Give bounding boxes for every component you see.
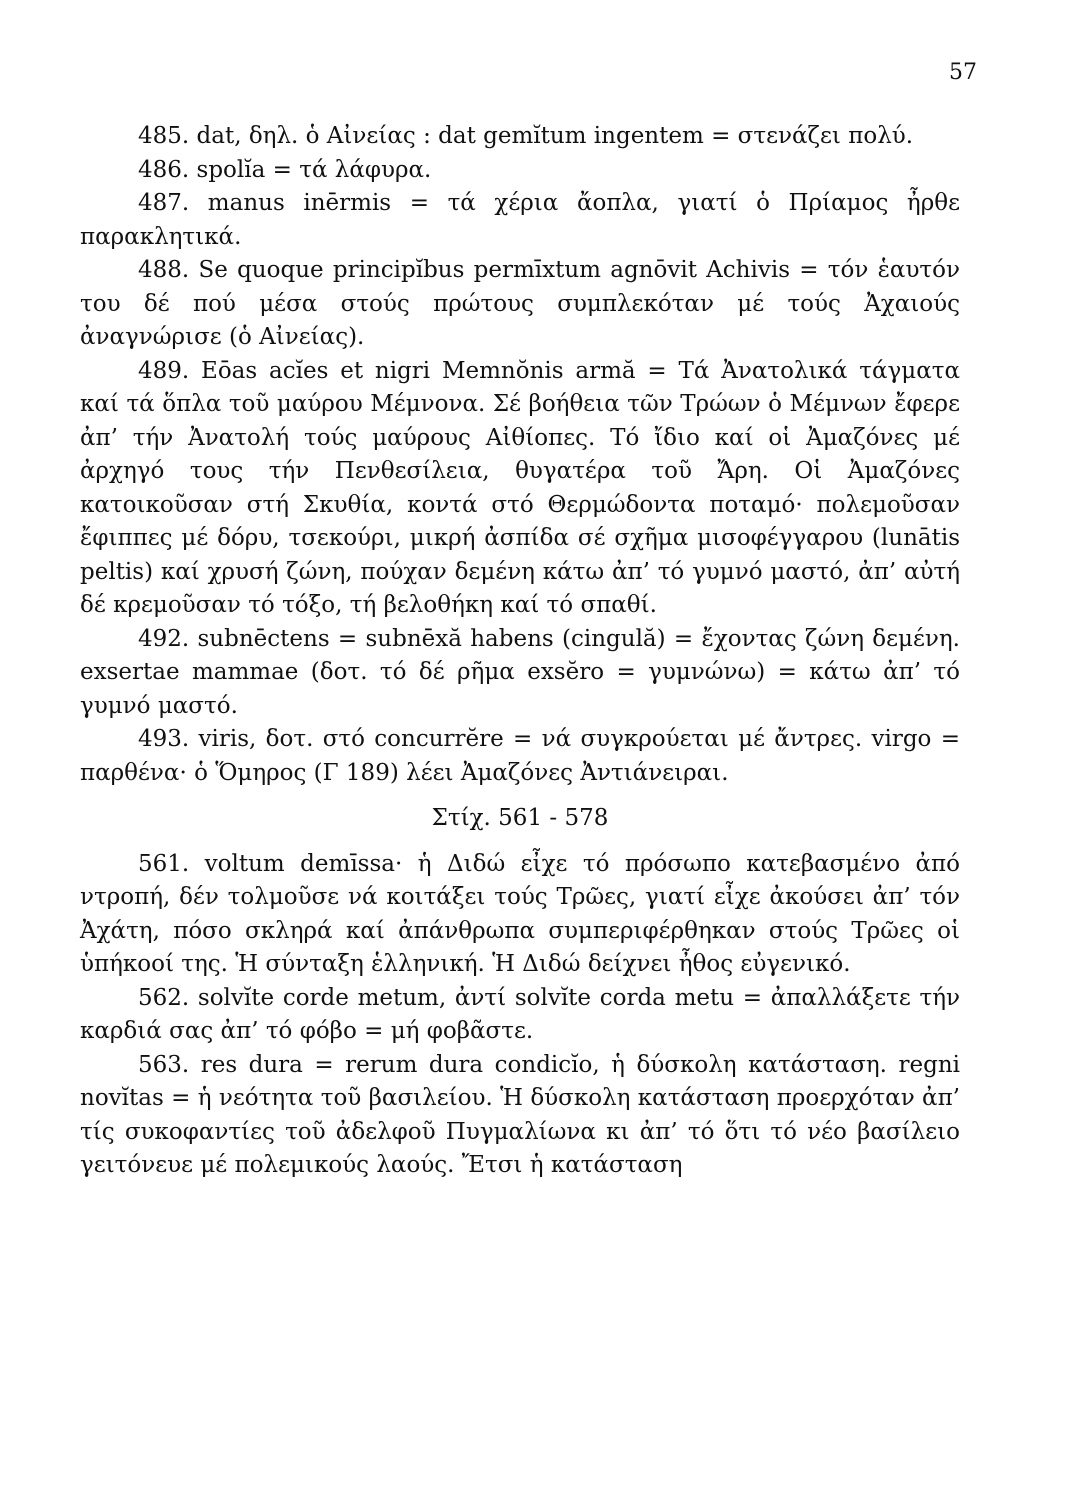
commentary-paragraph: 486. spolĭa = τά λάφυρα. bbox=[138, 156, 432, 183]
commentary-paragraph: 489. Eōas acĭes et nigri Memnŏnis armă = Τά Ἀνατολικά τάγματα καί τά ὅπλα τοῦ μαύρου Μέμνονα. Σέ βοήθεια τῶν Τρώων ὁ Μέμνων ἔφερε ἀπ’ τήν Ἀνατολή τούς μαύρους Αἰθίοπες. Τό ἴδιο καί οἱ Ἀμαζόνες μέ ἀρχηγό τους τήν Πενθεσίλεια, θυγατέρα τοῦ Ἄρη. Οἱ Ἀμαζόνες κατοικοῦσαν στή Σκυθία, κοντά στό Θερμώδοντα ποταμό· πολεμοῦσαν ἔφιππες μέ δόρυ, τσεκούρι, μικρή ἀσπίδα σέ σχῆμα μισοφέγγαρου (lunātis peltis) καί χρυσή ζώνη, πούχαν δεμένη κάτω ἀπ’ τό γυμνό μαστό, ἀπ’ αὐτή δέ κρεμοῦσαν τό τόξο, τή βελοθήκη καί τό σπαθί. bbox=[80, 357, 960, 618]
commentary-paragraph: 493. viris, δοτ. στό concurrĕre = νά συγκρούεται μέ ἄντρες. virgo = παρθένα· ὁ Ὅμηρος (Γ 189) λέει Ἀμαζόνες Ἀντιάνειραι. bbox=[80, 726, 960, 786]
commentary-paragraph: 562. solvĭte corde metum, ἀντί solvĭte corda metu = ἀπαλλάξετε τήν καρδιά σας ἀπ’ τό φόβο = μή φοβᾶστε. bbox=[80, 984, 960, 1044]
page-body bbox=[80, 120, 960, 1183]
commentary-paragraph: 485. dat, δηλ. ὁ Αἰνείας : dat gemĭtum ingentem = στενάζει πολύ. bbox=[138, 123, 914, 149]
section-heading: Στίχ. 561 - 578 bbox=[431, 805, 609, 831]
commentary-paragraph: 563. res dura = rerum dura condicĭo, ἡ δύσκολη κατάσταση. regni novĭtas = ἡ νεότητα τοῦ βασιλείου. Ἡ δύσκολη κατάσταση προερχόταν ἀπ’ τίς συκοφαντίες τοῦ ἀδελφοῦ Πυγμαλίωνα κι ἀπ’ τό ὅτι τό νέο βασίλειο γειτόνευε μέ πολεμικούς λαούς. Ἔτσι ἡ κατάσταση bbox=[80, 1051, 960, 1178]
commentary-paragraph: 488. Se quoque principĭbus permīxtum agnōvit Achivis = τόν ἑαυτόν του δέ πού μέσα στούς πρώτους συμπλεκόταν μέ τούς Ἀχαιούς ἀναγνώρισε (ὁ Αἰνείας). bbox=[80, 257, 960, 350]
commentary-paragraph: 487. manus inērmis = τά χέρια ἄοπλα, γιατί ὁ Πρίαμος ἦρθε παρακλητικά. bbox=[80, 190, 960, 250]
commentary-paragraph: 492. subnēctens = subnēxă habens (cingulă) = ἔχοντας ζώνη δεμένη. exsertae mammae (δοτ. τό δέ ρῆμα exsĕro = γυμνώνω) = κάτω ἀπ’ τό γυμνό μαστό. bbox=[80, 625, 960, 719]
page-number: 57 bbox=[949, 60, 977, 85]
commentary-paragraph: 561. voltum demīssa· ἡ Διδώ εἶχε τό πρόσωπο κατεβασμένο ἀπό ντροπή, δέν τολμοῦσε νά κοιτάξει τούς Τρῶες, γιατί εἶχε ἀκούσει ἀπ’ τόν Ἀχάτη, πόσο σκληρά καί ἀπάνθρωπα συμπεριφέρθηκαν στούς Τρῶες οἱ ὑπήκοοί της. Ἡ σύνταξη ἑλληνική. Ἡ Διδώ δείχνει ἦθος εὐγενικό. bbox=[80, 850, 960, 977]
